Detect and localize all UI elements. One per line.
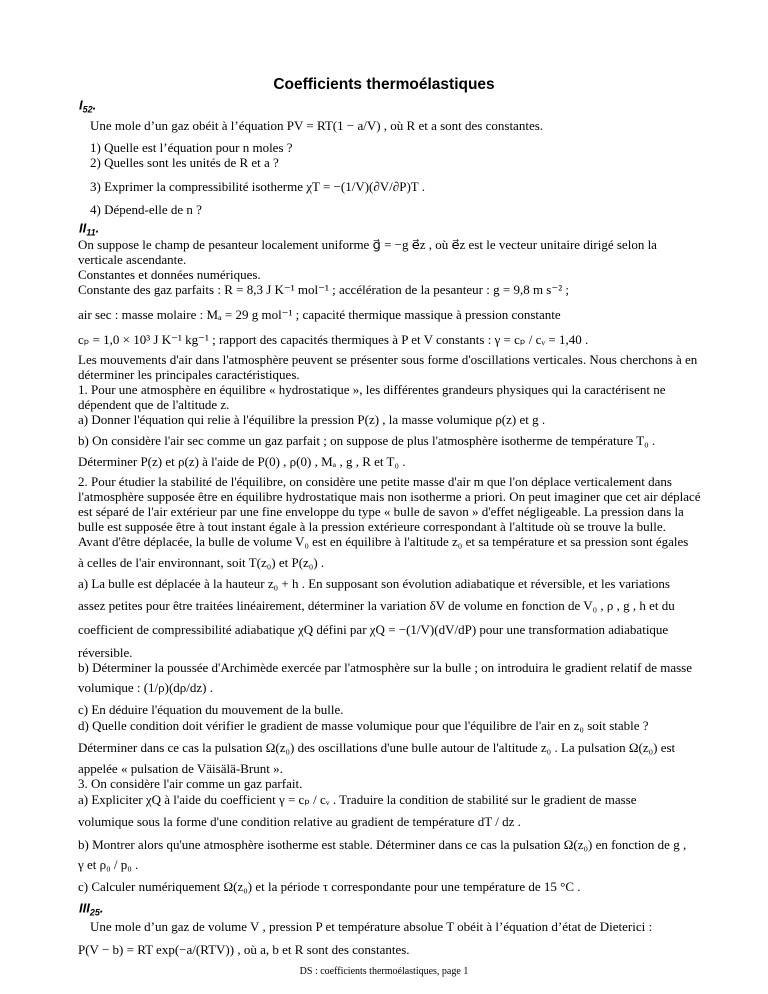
- text-line: 3) Exprimer la compressibilité isotherme χT = −(1/V)(∂V/∂P)T .: [90, 179, 425, 194]
- text-line: est séparé de l'air extérieur par une fine enveloppe du type « bulle de savon » d'effet négligeable. La pression dans la: [78, 504, 684, 519]
- text-line: coefficient de compressibilité adiabatique χQ défini par χQ = −(1/V)(dV/dP) pour une transformation adiabatique: [78, 622, 669, 637]
- text-line: γ et ρ₀ / p₀ .: [78, 857, 139, 872]
- section-heading-1: [79, 97, 97, 115]
- text-line: 2) Quelles sont les unités de R et a ?: [90, 155, 279, 170]
- text-line: dépendent que de l'altitude z.: [78, 397, 230, 412]
- text-line: a) La bulle est déplacée à la hauteur z₀ + h . En supposant son évolution adiabatique et réversible, et les variations: [78, 576, 670, 591]
- text-line: volumique sous la forme d'une condition relative au gradient de température dT / dz .: [78, 814, 521, 829]
- text-line: air sec : masse molaire : Mₐ = 29 g mol⁻¹ ; capacité thermique massique à pression constante: [78, 307, 561, 322]
- text-line: Les mouvements d'air dans l'atmosphère peuvent se présenter sous forme d'oscillations verticales. Nous cherchons à en: [78, 352, 698, 367]
- text-line: l'atmosphère supposée être en équilibre hydrostatique mais non isotherme a priori. On peut imaginer que cet air déplacé: [78, 489, 701, 504]
- text-line: On suppose le champ de pesanteur localement uniforme g⃗ = −g e⃗z , où e⃗z est le vecteur unitaire dirigé selon la: [78, 237, 657, 252]
- section-number: 25: [89, 907, 100, 918]
- section-heading-3: [79, 900, 104, 918]
- text-line: bulle est supposée être à tout instant égale à la pression extérieure correspondant à l'altitude où se trouve la bulle.: [78, 519, 666, 534]
- text-line: à celles de l'air environnant, soit T(z₀) et P(z₀) .: [78, 555, 325, 570]
- text-line: cₚ = 1,0 × 10³ J K⁻¹ kg⁻¹ ; rapport des capacités thermiques à P et V constants : γ = cₚ / cᵥ = 1,40 .: [78, 332, 589, 347]
- text-line: 4) Dépend-elle de n ?: [90, 202, 202, 217]
- section-label: III: [79, 900, 90, 916]
- text-line: appelée « pulsation de Väisälä-Brunt ».: [78, 761, 283, 776]
- text-line: Une mole d’un gaz obéit à l’équation PV = RT(1 − a/V) , où R et a sont des constantes.: [90, 118, 544, 133]
- text-line: a) Donner l'équation qui relie à l'équilibre la pression P(z) , la masse volumique ρ(z) et g .: [78, 412, 546, 427]
- text-line: Avant d'être déplacée, la bulle de volume V₀ est en équilibre à l'altitude z₀ et sa température et sa pression sont égales: [78, 534, 689, 549]
- text-line: 1. Pour une atmosphère en équilibre « hydrostatique », les différentes grandeurs physiques qui la caractérisent ne: [78, 382, 666, 397]
- text-line: c) En déduire l'équation du mouvement de la bulle.: [78, 702, 344, 717]
- text-line: c) Calculer numériquement Ω(z₀) et la période τ correspondante pour une température de 15 °C .: [78, 879, 581, 894]
- text-line: Déterminer P(z) et ρ(z) à l'aide de P(0) , ρ(0) , Mₐ , g , R et T₀ .: [78, 454, 406, 469]
- text-line: Constante des gaz parfaits : R = 8,3 J K⁻¹ mol⁻¹ ; accélération de la pesanteur : g = 9,8 m s⁻² ;: [78, 282, 569, 297]
- page-footer: DS : coefficients thermoélastiques, page 1: [299, 966, 469, 977]
- text-line: 2. Pour étudier la stabilité de l'équilibre, on considère une petite masse d'air m que l'on déplace verticalement dans: [78, 474, 672, 489]
- text-line: assez petites pour être traitées linéairement, déterminer la variation δV de volume en fonction de V₀ , ρ , g , h et du: [78, 598, 675, 613]
- text-line: 1) Quelle est l’équation pour n moles ?: [90, 140, 293, 155]
- text-line: verticale ascendante.: [78, 252, 187, 267]
- section-dot: .: [95, 220, 100, 236]
- text-line: Déterminer dans ce cas la pulsation Ω(z₀) des oscillations d'une bulle autour de l'altitude z₀ . La pulsation Ω(z₀) est: [78, 740, 676, 755]
- section-number: 11: [86, 227, 96, 238]
- text-line: 3. On considère l'air comme un gaz parfait.: [78, 776, 303, 791]
- text-line: P(V − b) = RT exp(−a/(RTV)) , où a, b et R sont des constantes.: [78, 942, 410, 957]
- section-dot: .: [99, 900, 104, 916]
- text-line: b) Montrer alors qu'une atmosphère isotherme est stable. Déterminer dans ce cas la pulsation Ω(z₀) en fonction de g ,: [78, 837, 687, 852]
- text-line: b) On considère l'air sec comme un gaz parfait ; on suppose de plus l'atmosphère isotherme de température T₀ .: [78, 433, 656, 448]
- section-label: I: [79, 97, 83, 113]
- section-number: 52: [82, 104, 93, 115]
- text-line: b) Déterminer la poussée d'Archimède exercée par l'atmosphère sur la bulle ; on introduira le gradient relatif de masse: [78, 660, 692, 675]
- text-line: d) Quelle condition doit vérifier le gradient de masse volumique pour que l'équilibre de l'air en z₀ soit stable ?: [78, 718, 649, 733]
- text-line: Constantes et données numériques.: [78, 267, 261, 282]
- text-line: Une mole d’un gaz de volume V , pression P et température absolue T obéit à l’équation d’état de Dieterici :: [90, 919, 653, 934]
- text-line: déterminer les principales caractéristiques.: [78, 367, 300, 382]
- page-title: Coefficients thermoélastiques: [273, 76, 495, 93]
- section-label: II: [79, 220, 87, 236]
- section-heading-2: [79, 220, 100, 238]
- section-dot: .: [92, 97, 97, 113]
- text-line: a) Expliciter χQ à l'aide du coefficient γ = cₚ / cᵥ . Traduire la condition de stabilité sur le gradient de masse: [78, 792, 637, 807]
- text-line: volumique : (1/ρ)(dρ/dz) .: [78, 680, 214, 695]
- text-line: réversible.: [78, 645, 133, 660]
